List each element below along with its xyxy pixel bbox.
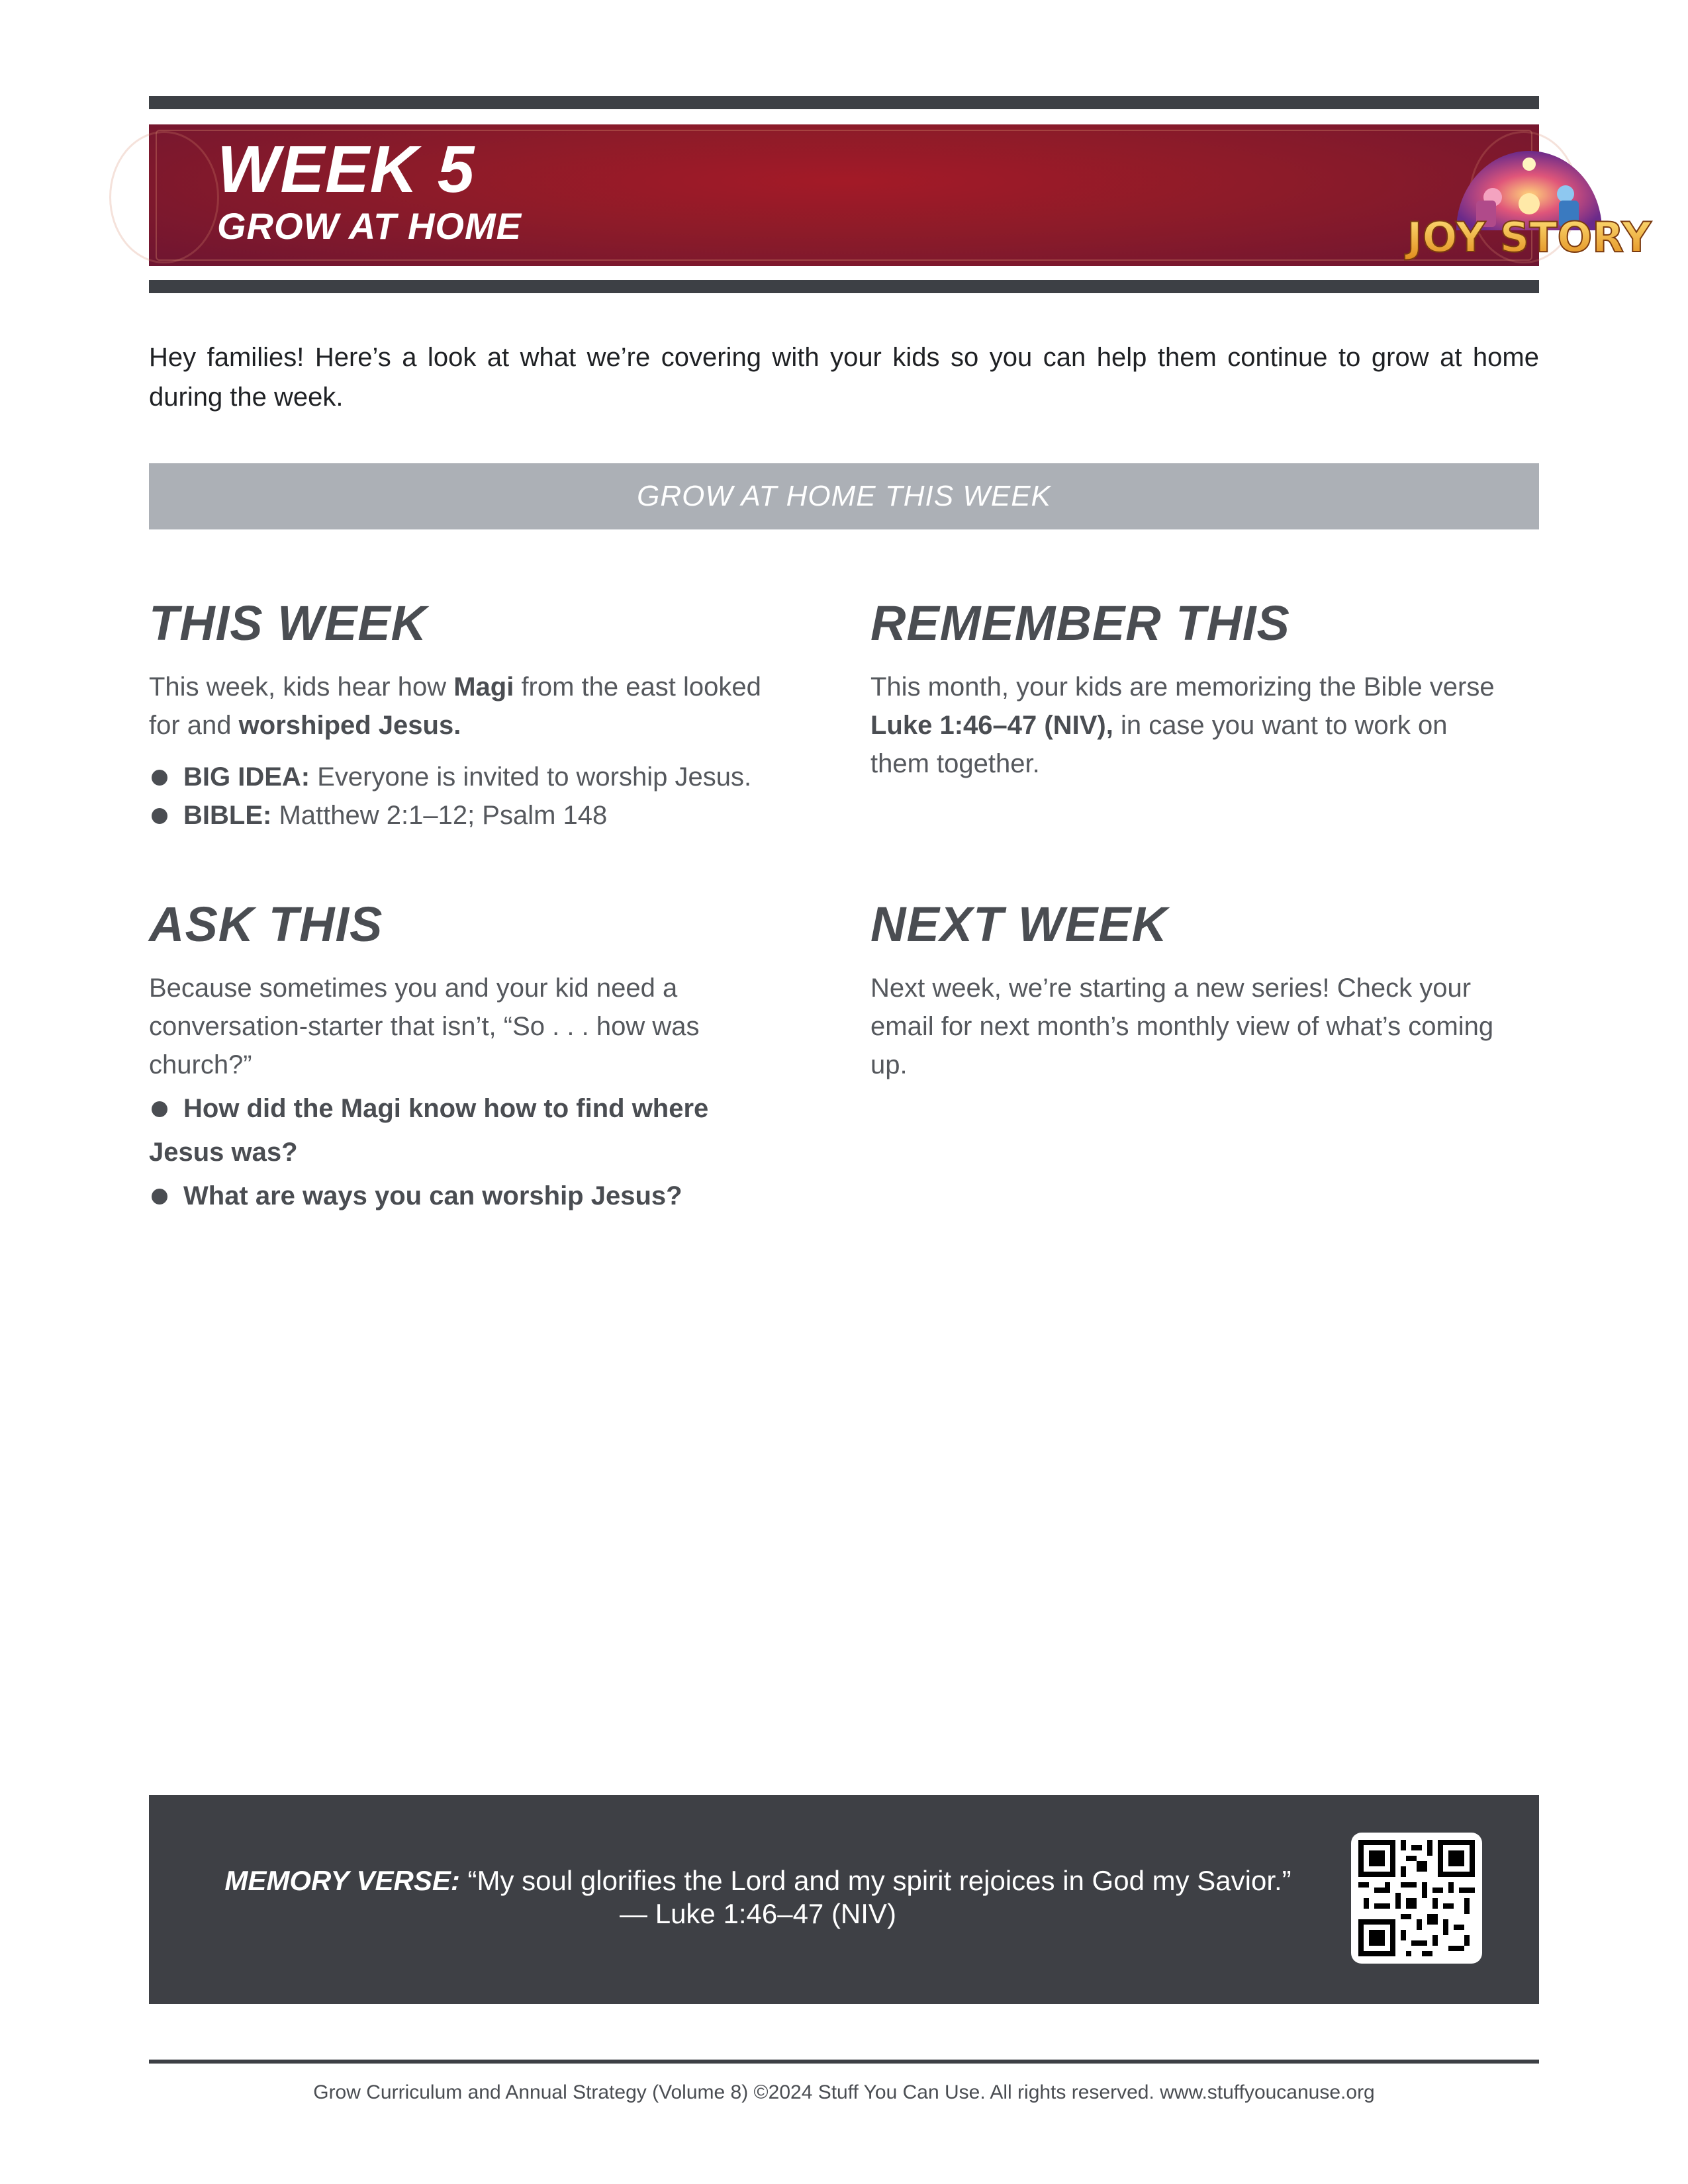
- magi-bold: Magi: [453, 672, 514, 702]
- this-week-text-2: from the east looked for and: [149, 672, 761, 740]
- next-week-section: [870, 897, 1506, 1084]
- footer-copyright: Grow Curriculum and Annual Strategy (Volume 8) ©2024 Stuff You Can Use. All rights reserved. www.stuffyoucanuse.org: [313, 2081, 1375, 2103]
- big-idea-label: BIG IDEA:: [183, 762, 310, 792]
- svg-text:JOY STORY: JOY STORY: [1407, 213, 1652, 261]
- this-week-heading: THIS WEEK: [149, 596, 428, 651]
- big-idea-text: Everyone is invited to worship Jesus.: [310, 762, 752, 792]
- this-week-description: [149, 668, 784, 745]
- ask-this-questions: [149, 1087, 784, 1218]
- remember-text-2: in case you want to work on them together.: [870, 711, 1448, 778]
- section-bar-label: GROW AT HOME THIS WEEK: [637, 480, 1051, 512]
- remember-this-text: [870, 668, 1506, 783]
- ask-this-section: [149, 897, 784, 1218]
- verse-reference-bold: Luke 1:46–47 (NIV),: [870, 711, 1113, 740]
- list-item: [149, 1087, 784, 1174]
- memory-verse-reference: — Luke 1:46–47 (NIV): [620, 1898, 896, 1929]
- worshiped-jesus-bold: worshiped Jesus.: [238, 711, 461, 740]
- next-week-text: Next week, we’re starting a new series! Check your email for next month’s monthly view of what’s coming up.: [870, 974, 1494, 1079]
- header-banner: [149, 124, 1652, 266]
- intro-paragraph: Hey families! Here’s a look at what we’re covering with your kids so you can help them continue to grow at home during the week.: [149, 343, 1539, 412]
- week-subtitle: GROW AT HOME: [217, 205, 522, 247]
- banner-ornament-left: [109, 131, 219, 263]
- bullet-icon: [152, 770, 167, 786]
- memory-verse-quote: “My soul glorifies the Lord and my spirit rejoices in God my Savior.”: [459, 1865, 1291, 1896]
- memory-verse-box: [149, 1795, 1539, 2004]
- next-week-heading: NEXT WEEK: [870, 897, 1168, 952]
- memory-verse-text: [149, 1864, 1367, 1931]
- week-title: WEEK 5: [217, 132, 475, 206]
- question-text: How did the Magi know how to find where Jesus was?: [149, 1094, 709, 1167]
- list-item: [149, 796, 784, 835]
- remember-text-1: This month, your kids are memorizing the Bible verse: [870, 672, 1495, 702]
- memory-verse-label: MEMORY VERSE:: [224, 1865, 460, 1896]
- top-divider: [149, 96, 1539, 109]
- remember-this-heading: REMEMBER THIS: [870, 596, 1290, 651]
- bullet-icon: [152, 808, 167, 824]
- this-week-text-1: This week, kids hear how: [149, 672, 454, 702]
- list-item: [149, 1174, 784, 1218]
- list-item: [149, 758, 784, 796]
- joy-story-logo: [1407, 131, 1652, 261]
- bible-text: Matthew 2:1–12; Psalm 148: [271, 801, 608, 830]
- bullet-icon: [152, 1101, 167, 1117]
- this-week-bullets: [149, 758, 784, 835]
- question-text: What are ways you can worship Jesus?: [183, 1181, 682, 1210]
- remember-this-section: [870, 596, 1506, 783]
- ask-this-intro: Because sometimes you and your kid need a conversation-starter that isn’t, “So . . . how was church?”: [149, 974, 700, 1079]
- section-bar: [149, 463, 1539, 529]
- footer-divider: [149, 2060, 1539, 2064]
- ask-this-heading: ASK THIS: [149, 897, 383, 952]
- bullet-icon: [152, 1189, 167, 1205]
- banner-divider: [149, 280, 1539, 293]
- this-week-section: [149, 596, 784, 835]
- qr-code-icon[interactable]: [1351, 1833, 1482, 1964]
- bible-label: BIBLE:: [183, 801, 272, 830]
